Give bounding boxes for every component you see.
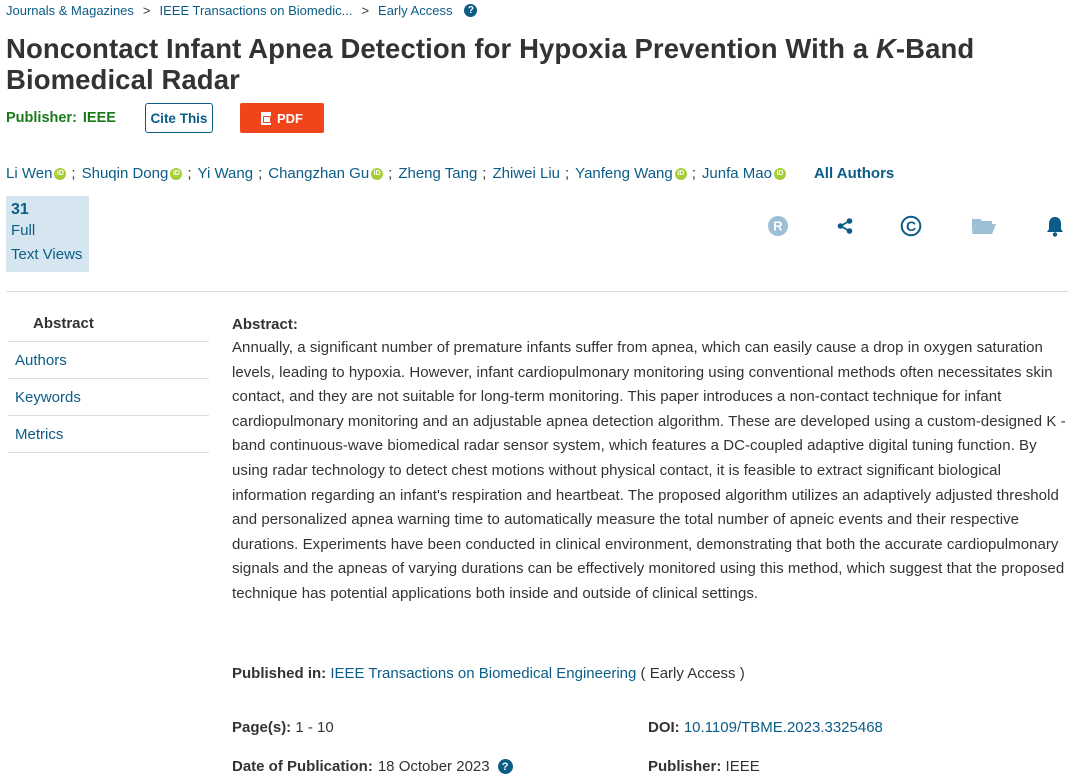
publisher-meta [648, 758, 760, 775]
nav-item-keywords[interactable]: Keywords [8, 379, 209, 416]
cite-this-button[interactable]: Cite This [145, 103, 213, 133]
author-link[interactable]: Junfa Mao [701, 165, 772, 182]
breadcrumb-journals-magazines[interactable]: Journals & Magazines [6, 3, 134, 18]
nav-item-metrics[interactable]: Metrics [8, 416, 209, 453]
action-toolbar [0, 213, 1080, 239]
nav-item-authors[interactable]: Authors [8, 342, 209, 379]
help-icon[interactable]: ? [464, 4, 477, 17]
metric-label-line1: Full [11, 222, 36, 239]
journal-link[interactable]: IEEE Transactions on Biomedical Engineering [330, 665, 637, 682]
orcid-icon[interactable]: iD [675, 168, 687, 180]
folder-icon[interactable] [971, 213, 997, 239]
bell-alert-icon[interactable] [1042, 213, 1068, 239]
abstract-text: Annually, a significant number of premature infants suffer from apnea, which can easily cause a drop in oxygen saturation levels, leading to hypoxia. However, infant cardiopulmonary monitoring using conventional methods often necessitates skin contact, and they are not suitable for long-term monitoring. This paper introduces a non-contact technique for infant cardiopulmonary monitoring and an adjustable apnea detection algorithm. These are developed using a custom-designed K -band continuous-wave biomedical radar sensor system, which features a DC-coupled adaptive digital tuning function. By using radar technology to detect chest motions without physical contact, it is feasible to extract significant biological information regarding an infant's respiration and heartbeat. The proposed algorithm utilizes an adaptively adjusted threshold and personalized apnea warning time to automatically measure the total number of apneic events and their respective durations. Experiments have been conducted in clinical environment, demonstrating that both the accurate cardiopulmonary signals and the apneas of varying durations can be effectively monitored using this method, which suggest that the proposed technique has potential applications both inside and outside of clinical settings. [232, 339, 1066, 602]
pdf-button-label: PDF [276, 110, 303, 126]
publisher-label: Publisher: [6, 110, 77, 126]
pages-label: Page(s): [232, 719, 292, 736]
author-link[interactable]: Zhiwei Liu [492, 165, 560, 182]
author-link[interactable]: Li Wen [6, 165, 53, 182]
metric-count: 31 [11, 201, 29, 218]
share-icon[interactable] [832, 213, 858, 239]
author-separator: ; [187, 165, 192, 182]
article-title [6, 33, 1066, 95]
author-separator: ; [388, 165, 393, 182]
author-link[interactable]: Zheng Tang [398, 165, 478, 182]
publication-date-info [232, 758, 513, 775]
breadcrumb [6, 3, 477, 18]
doi-label: DOI: [648, 719, 680, 736]
publisher-row [6, 103, 324, 133]
nav-item-abstract[interactable]: Abstract [8, 305, 209, 342]
date-label: Date of Publication: [232, 758, 373, 775]
breadcrumb-early-access[interactable]: Early Access [378, 3, 453, 18]
svg-text:R: R [773, 218, 783, 234]
title-text: Noncontact Infant Apnea Detection for Hypoxia Prevention With a [6, 33, 876, 64]
all-authors-link[interactable]: All Authors [813, 165, 895, 182]
metric-label-line2: Text Views [11, 246, 83, 263]
author-separator: ; [482, 165, 487, 182]
title-italic-k: K [875, 33, 896, 64]
pdf-button[interactable] [240, 103, 324, 133]
publisher-value: IEEE [82, 110, 116, 126]
help-icon[interactable]: ? [498, 759, 513, 774]
copyright-icon[interactable] [898, 213, 924, 239]
doi-info [648, 719, 883, 736]
doi-link[interactable]: 10.1109/TBME.2023.3325468 [683, 719, 883, 736]
document-sections-nav [8, 305, 209, 453]
breadcrumb-separator: > [361, 3, 370, 18]
pages-value: 1 - 10 [295, 719, 334, 736]
pdf-file-icon [261, 112, 271, 125]
title-text-end: -Band Biomedical Radar [6, 33, 975, 95]
early-access-status: ( Early Access ) [640, 665, 745, 682]
meta-publisher-label: Publisher: [648, 758, 722, 775]
section-divider [6, 291, 1068, 292]
author-link[interactable]: Shuqin Dong [81, 165, 169, 182]
breadcrumb-separator: > [142, 3, 151, 18]
orcid-icon[interactable]: iD [54, 168, 66, 180]
orcid-icon[interactable]: iD [774, 168, 786, 180]
author-link[interactable]: Yanfeng Wang [575, 165, 673, 182]
author-separator: ; [258, 165, 263, 182]
svg-text:C: C [905, 217, 917, 234]
breadcrumb-journal[interactable]: IEEE Transactions on Biomedic... [159, 3, 353, 18]
author-link[interactable]: Yi Wang [197, 165, 254, 182]
abstract-heading: Abstract: [232, 316, 298, 333]
author-separator: ; [71, 165, 76, 182]
date-value: 18 October 2023 [377, 758, 490, 775]
author-link[interactable]: Changzhan Gu [268, 165, 370, 182]
publisher-info [6, 110, 116, 126]
published-in [232, 665, 745, 682]
pages-info [232, 719, 334, 736]
author-list [6, 165, 894, 182]
rights-r-icon[interactable] [765, 213, 791, 239]
meta-publisher-value: IEEE [725, 758, 760, 775]
published-in-label: Published in: [232, 665, 327, 682]
author-separator: ; [691, 165, 696, 182]
author-separator: ; [565, 165, 570, 182]
orcid-icon[interactable]: iD [371, 168, 383, 180]
orcid-icon[interactable]: iD [170, 168, 182, 180]
abstract-section [232, 316, 1068, 607]
